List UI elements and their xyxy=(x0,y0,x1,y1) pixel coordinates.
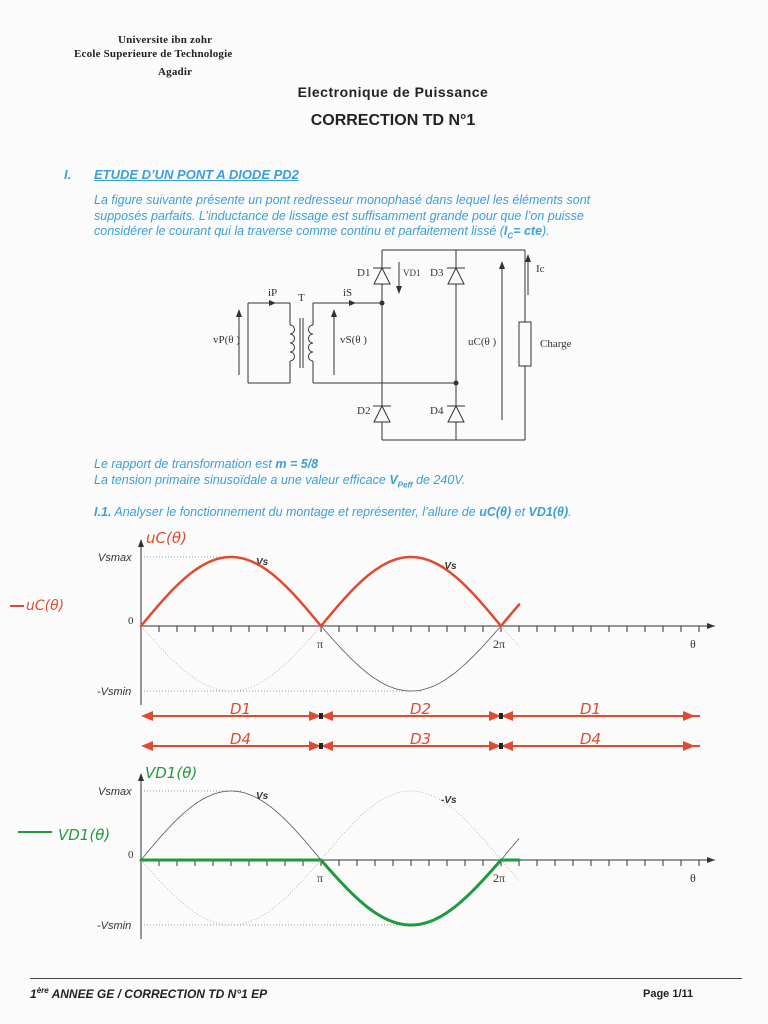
d4-label: D4 xyxy=(430,405,444,417)
y-label-max: Vsmax xyxy=(98,786,132,798)
uc-handwritten-label: uC(θ) xyxy=(26,598,65,614)
ip-label: iP xyxy=(268,287,278,299)
series-vs xyxy=(141,791,519,925)
conduction-diode-label: D2 xyxy=(410,700,432,718)
series-vs-label: Vs xyxy=(256,557,269,568)
conduction-marker xyxy=(499,743,503,749)
x-tick-label: π xyxy=(317,637,324,651)
intro-paragraph xyxy=(94,193,704,244)
d1-label: D1 xyxy=(357,267,371,279)
section-title: ETUDE D’UN PONT A DIODE PD2 xyxy=(94,167,299,182)
section-heading xyxy=(64,167,299,182)
vd1-label: VD1 xyxy=(403,268,421,278)
series-uc xyxy=(141,557,519,626)
series-vs-label: Vs xyxy=(256,791,269,802)
intro-line: considérer le courant qui la traverse comme continu et parfaitement lissé $(I_C= cte)$. xyxy=(94,224,550,241)
y-label-min: -Vsmin xyxy=(97,686,132,698)
series-vd1 xyxy=(141,860,519,925)
city-name: Agadir xyxy=(158,66,193,78)
x-axis-arrow xyxy=(707,857,715,863)
conduction-arrow xyxy=(683,711,695,721)
series-minus-vs-label: -Vs xyxy=(441,561,457,572)
series-minus-vs xyxy=(141,791,519,925)
y-axis-arrow xyxy=(138,539,144,547)
conduction-diode-label: D3 xyxy=(410,730,432,748)
intro-line: La figure suivante présente un pont redresseur monophasé dans lequel les éléments sont xyxy=(94,193,591,207)
conduction-diode-label: D4 xyxy=(230,730,252,748)
conduction-arrow xyxy=(141,711,153,721)
conduction-arrow xyxy=(489,741,501,751)
transformer-label: T xyxy=(298,292,305,304)
is-label: iS xyxy=(343,287,353,299)
d2-label: D2 xyxy=(357,405,371,417)
conduction-diode-label: D1 xyxy=(580,700,602,718)
conduction-arrow xyxy=(321,711,333,721)
y-axis-arrow xyxy=(138,773,144,781)
footer-rule xyxy=(30,978,742,979)
x-axis-arrow xyxy=(707,623,715,629)
d3-label: D3 xyxy=(430,267,444,279)
charge-label: Charge xyxy=(540,338,572,350)
course-title: Electronique de Puissance xyxy=(297,84,489,100)
conduction-arrow xyxy=(141,741,153,751)
x-axis-label: θ xyxy=(690,637,696,651)
conduction-arrow xyxy=(309,741,321,751)
question-line: I.1. Analyser le fonctionnement du montage et représenter, l’allure de uC(θ) et VD1(θ). xyxy=(94,505,572,519)
school-name: Ecole Superieure de Technologie xyxy=(74,48,233,60)
conduction-arrow xyxy=(501,741,513,751)
conduction-arrow xyxy=(321,741,333,751)
uc-label: uC(θ ) xyxy=(468,336,497,348)
conduction-arrow xyxy=(683,741,695,751)
y-label-min: -Vsmin xyxy=(97,920,132,932)
x-tick-label: 2π xyxy=(493,871,506,885)
y-label-zero: 0 xyxy=(128,849,134,861)
x-tick-label: π xyxy=(317,871,324,885)
uc-axis-annotation: uC(θ) xyxy=(146,529,187,547)
series-minus-vs-label: -Vs xyxy=(441,795,457,806)
footer-course: 1ère ANNEE GE / CORRECTION TD N°1 EP xyxy=(30,986,268,1001)
intro-line: supposés parfaits. L’inductance de lissage est suffisamment grande pour que l’on puisse xyxy=(94,208,584,223)
y-label-zero: 0 xyxy=(128,615,134,627)
voltage-line: La tension primaire sinusoïdale a une valeur efficace $V_{Peff}$ de 240V. xyxy=(94,473,466,490)
conduction-arrow xyxy=(309,711,321,721)
series-vs xyxy=(141,557,519,691)
document-title: CORRECTION TD N°1 xyxy=(310,112,476,129)
page-number: Page 1/11 xyxy=(643,988,694,1000)
section-number: I. xyxy=(64,167,72,182)
y-label-max: Vsmax xyxy=(98,552,132,564)
x-tick-label: 2π xyxy=(493,637,506,651)
vp-label: vP(θ ) xyxy=(213,334,240,346)
ic-label: Ic xyxy=(536,263,545,275)
x-axis-label: θ xyxy=(690,871,696,885)
vs-label: vS(θ ) xyxy=(340,334,367,346)
conduction-arrow xyxy=(501,711,513,721)
vd1-axis-annotation: VD1(θ) xyxy=(145,764,198,782)
conduction-diode-label: D4 xyxy=(580,730,602,748)
conduction-diode-label: D1 xyxy=(230,700,252,718)
university-name: Universite ibn zohr xyxy=(118,34,213,46)
conduction-marker xyxy=(499,713,503,719)
conduction-marker xyxy=(319,743,323,749)
series-minus-vs xyxy=(141,557,519,691)
ratio-line: Le rapport de transformation est m = 5/8 xyxy=(94,457,319,471)
vd1-handwritten-label: VD1(θ) xyxy=(58,826,111,844)
conduction-arrow xyxy=(489,711,501,721)
conduction-marker xyxy=(319,713,323,719)
